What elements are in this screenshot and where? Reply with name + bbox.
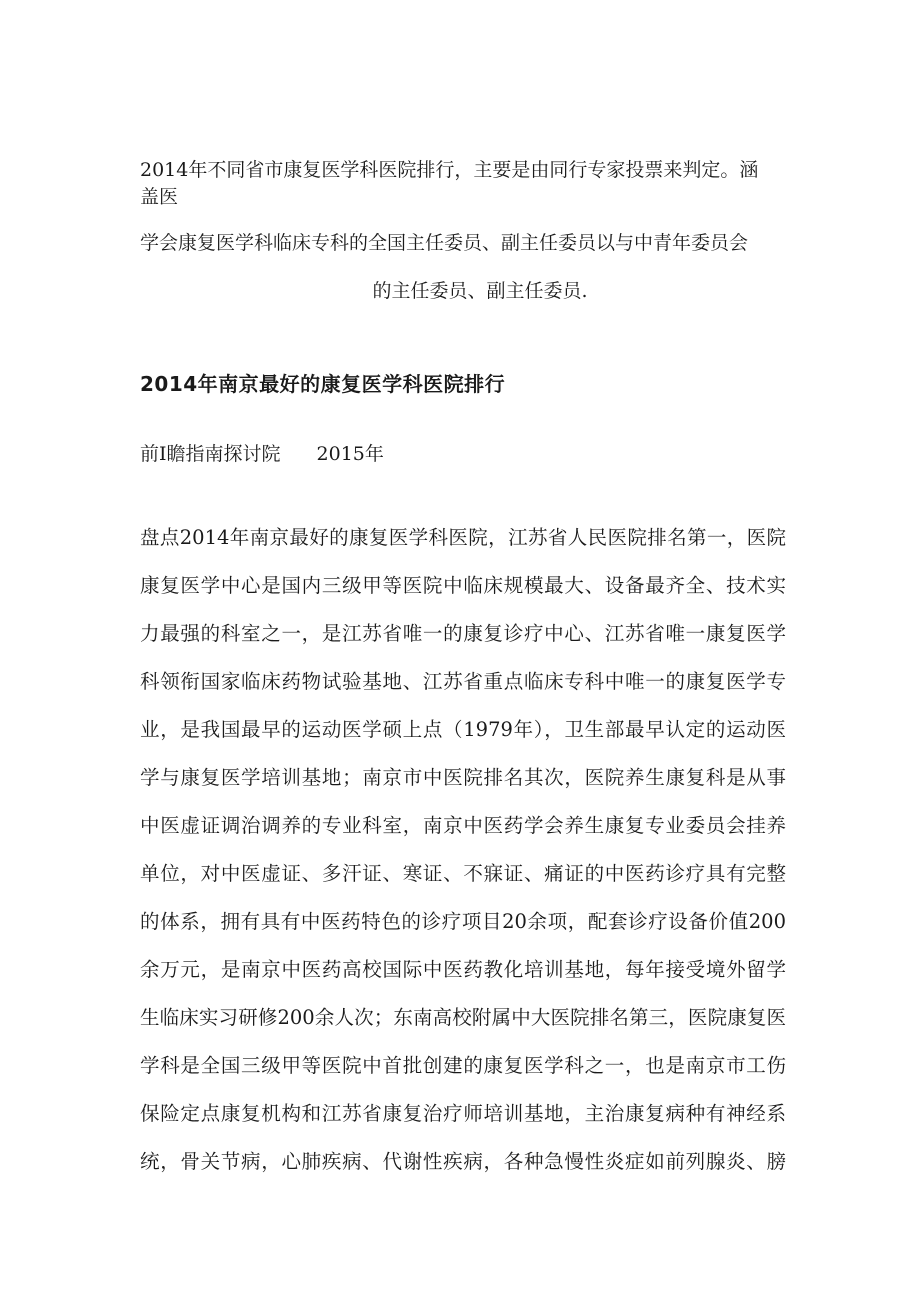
body-line: 学科是全国三级甲等医院中首批创建的康复医学科之一，也是南京市工伤 [140,1054,786,1077]
intro-line-4: 的主任委员、副主任委员. [372,280,588,302]
body-line: 力最强的科室之一，是江苏省唯一的康复诊疗中心、江苏省唯一康复医学 [140,622,786,645]
body-line: 余万元，是南京中医药高校国际中医药教化培训基地，每年接受境外留学 [140,958,786,981]
body-line: 的体系，拥有具有中医药特色的诊疗项目20余项，配套诊疗设备价值200 [140,910,786,933]
body-line: 中医虚证调治调养的专业科室，南京中医药学会养生康复专业委员会挂养 [140,814,786,837]
intro-line-2: 盖医 [140,186,179,208]
body-line: 生临床实习研修200余人次；东南高校附属中大医院排名第三，医院康复医 [140,1006,786,1029]
body-line: 科领衔国家临床药物试验基地、江苏省重点临床专科中唯一的康复医学专 [140,670,786,693]
intro-line-1: 2014年不同省市康复医学科医院排行，主要是由同行专家投票来判定。涵 [140,159,759,181]
article-source: 前I瞻指南探讨院 [140,443,281,465]
body-line: 保险定点康复机构和江苏省康复治疗师培训基地，主治康复病种有神经系 [140,1102,786,1125]
body-line: 统，骨关节病，心肺疾病、代谢性疾病，各种急慢性炎症如前列腺炎、膀 [140,1150,786,1173]
body-line: 单位，对中医虚证、多汗证、寒证、不寐证、痛证的中医药诊疗具有完整 [140,862,786,885]
body-line: 业，是我国最早的运动医学硕上点（1979年），卫生部最早认定的运动医 [140,718,786,741]
article-meta [140,441,384,467]
intro-line-3: 学会康复医学科临床专科的全国主任委员、副主任委员以与中青年委员会 [140,232,749,254]
article-title: 2014年南京最好的康复医学科医院排行 [140,372,506,396]
body-line: 盘点2014年南京最好的康复医学科医院，江苏省人民医院排名第一，医院 [140,526,786,549]
body-line: 康复医学中心是国内三级甲等医院中临床规模最大、设备最齐全、技术实 [140,574,786,597]
article-date: 2015年 [316,443,384,465]
body-line: 学与康复医学培训基地；南京市中医院排名其次，医院养生康复科是从事 [140,766,786,789]
